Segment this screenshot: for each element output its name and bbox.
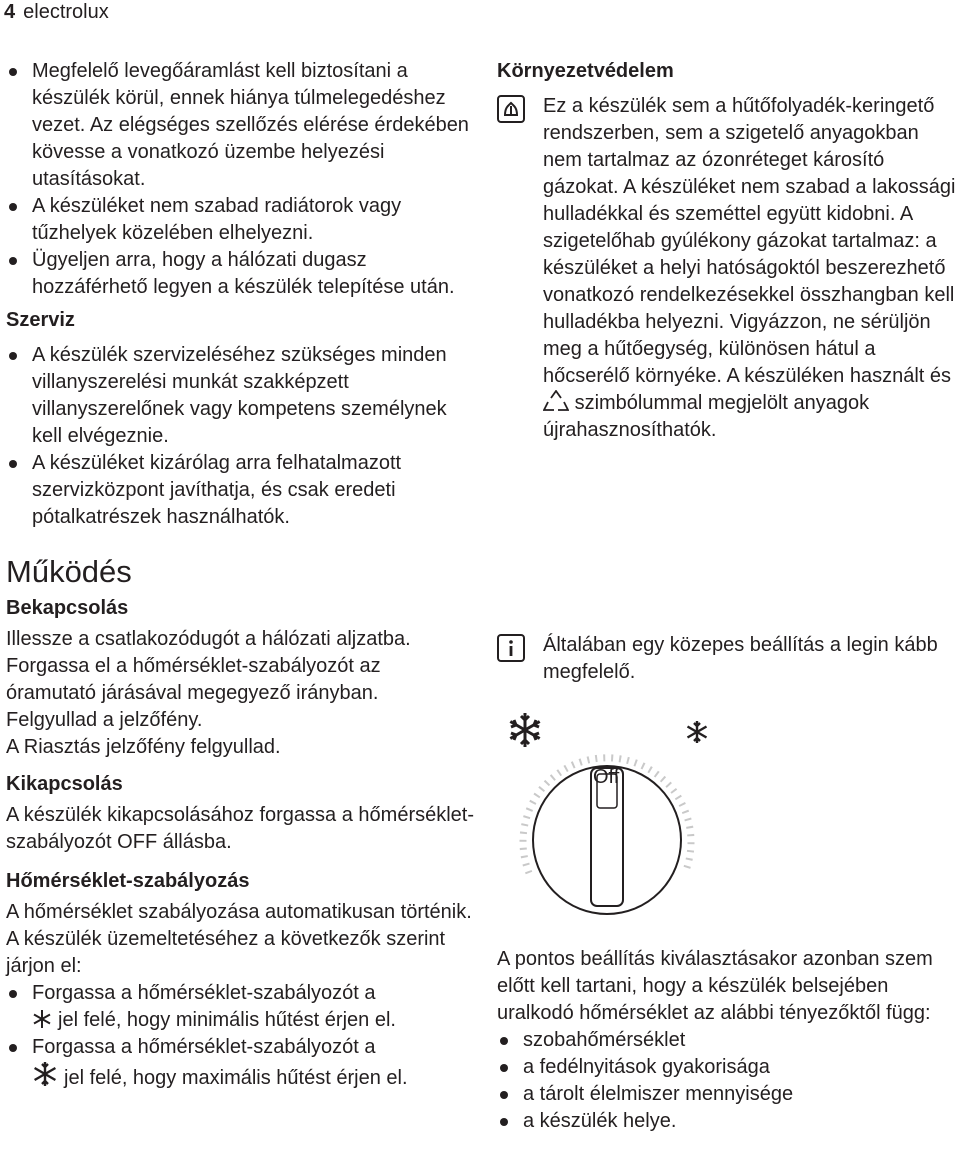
page-number: 4 (4, 1, 16, 23)
list-item (6, 980, 476, 1034)
homerseklet-line: A hőmérséklet szabályozása automatikusan történik. (6, 901, 472, 923)
list-item: a tárolt élelmiszer mennyisége (497, 1081, 957, 1108)
bullet-post-text: jel felé, hogy maximális hűtést érjen el. (64, 1067, 408, 1089)
factor-bullet-list (497, 1027, 957, 1135)
brand-name: electrolux (23, 1, 109, 23)
homerseklet-line: A készülék üzemeltetéséhez a következők szerint járjon el: (6, 928, 446, 977)
bullet-post-text: jel felé, hogy minimális hűtést érjen el. (58, 1009, 396, 1031)
list-item: a készülék helye. (497, 1108, 957, 1135)
info-block (497, 632, 957, 686)
bekapcsolas-line: Illessze a csatlakozódugót a hálózati aljzatba. (6, 628, 411, 650)
safety-bullet-list (6, 58, 476, 301)
env-text (497, 93, 957, 444)
bottom-text: A pontos beállítás kiválasztásakor azonban szem előtt kell tartani, hogy a készülék belsejében uralkodó hőmérséklet az alábbi tényezőktől függ: (497, 948, 933, 1024)
snowflake-large-icon (510, 713, 539, 747)
szerviz-bullet-list (6, 342, 476, 531)
info-text: Általában egy közepes beállítás a legin kább megfelelő. (543, 634, 938, 683)
bullet-pre-text: Forgassa a hőmérséklet-szabályozót a (32, 1036, 376, 1058)
kikapcsolas-heading: Kikapcsolás (6, 773, 123, 795)
recycling-symbol-icon (543, 390, 569, 412)
page-header (4, 0, 109, 24)
env-block (497, 93, 957, 444)
list-item: A készülék szervizeléséhez szükséges minden villanyszerelési munkát szakképzett villanyszerelőnek vagy kompetens személynek kell elvégeznie. (6, 342, 476, 450)
env-text-part-1: Ez a készülék sem a hűtőfolyadék-keringető rendszerben, sem a szigetelő anyagokban nem tartalmaz az ózonréteget károsító gázokat. A készüléket nem szabad a lakossági hulladékkal és szeméttel együtt kidobni. A szigetelőhab gyúlékony gázokat tartalmaz: a készüléket a helyi hatóságoktól beszerezhető vonatkozó rendelkezésekkel összhangban kell hulladékba helyezni. Vigyázzon, ne sérüljön meg a hűtőegység, különösen hátul a hőcserélő környéke. A készüléken használt és (543, 95, 956, 387)
thermostat-dial (497, 698, 737, 948)
info-icon (497, 634, 525, 662)
kikapcsolas-text: A készülék kikapcsolásához forgassa a hőmérséklet-szabályozót OFF állásba. (6, 804, 475, 853)
list-item: Megfelelő levegőáramlást kell biztosítani a készülék körül, ennek hiánya túlmelegedéshez vezet. Az elégséges szellőzés elérése érdekében kövesse a vonatkozó üzembe helyezési utasításokat. (6, 58, 476, 193)
bekapcsolas-heading: Bekapcsolás (6, 597, 129, 619)
bullet-pre-text: Forgassa a hőmérséklet-szabályozót a (32, 982, 376, 1004)
bekapcsolas-line: Forgassa el a hőmérséklet-szabályozót az óramutató járásával megegyező irányban. (6, 655, 381, 704)
snowflake-small-icon (688, 721, 707, 743)
list-item: Ügyeljen arra, hogy a hálózati dugasz hozzáférhető legyen a készülék telepítése után. (6, 247, 476, 301)
snowflake-large-icon (32, 1061, 58, 1087)
list-item: A készüléket kizárólag arra felhatalmazott szervizközpont javíthatja, és csak eredeti pótalkatrészek használhatók. (6, 450, 476, 531)
list-item: a fedélnyitások gyakorisága (497, 1054, 957, 1081)
mukodes-heading: Működés (6, 554, 132, 589)
bekapcsolas-line: Felgyullad a jelzőfény. (6, 709, 203, 731)
bottom-block (497, 946, 957, 1135)
homerseklet-bullet-list (6, 980, 476, 1092)
snowflake-small-icon (32, 1009, 52, 1029)
env-text-part-2: szimbólummal megjelölt anyagok újrahasznosíthatók. (543, 392, 870, 441)
homerseklet-heading: Hőmérséklet-szabályozás (6, 870, 250, 892)
list-item (6, 1034, 476, 1092)
list-item: A készüléket nem szabad radiátorok vagy tűzhelyek közelében elhelyezni. (6, 193, 476, 247)
szerviz-heading: Szerviz (6, 309, 75, 331)
recycle-note-icon (497, 95, 525, 123)
env-heading: Környezetvédelem (497, 60, 674, 82)
dial-off-label: Off (593, 766, 620, 788)
bekapcsolas-line: A Riasztás jelzőfény felgyullad. (6, 736, 281, 758)
list-item: szobahőmérséklet (497, 1027, 957, 1054)
right-column (497, 58, 957, 1132)
left-column (6, 58, 476, 1092)
